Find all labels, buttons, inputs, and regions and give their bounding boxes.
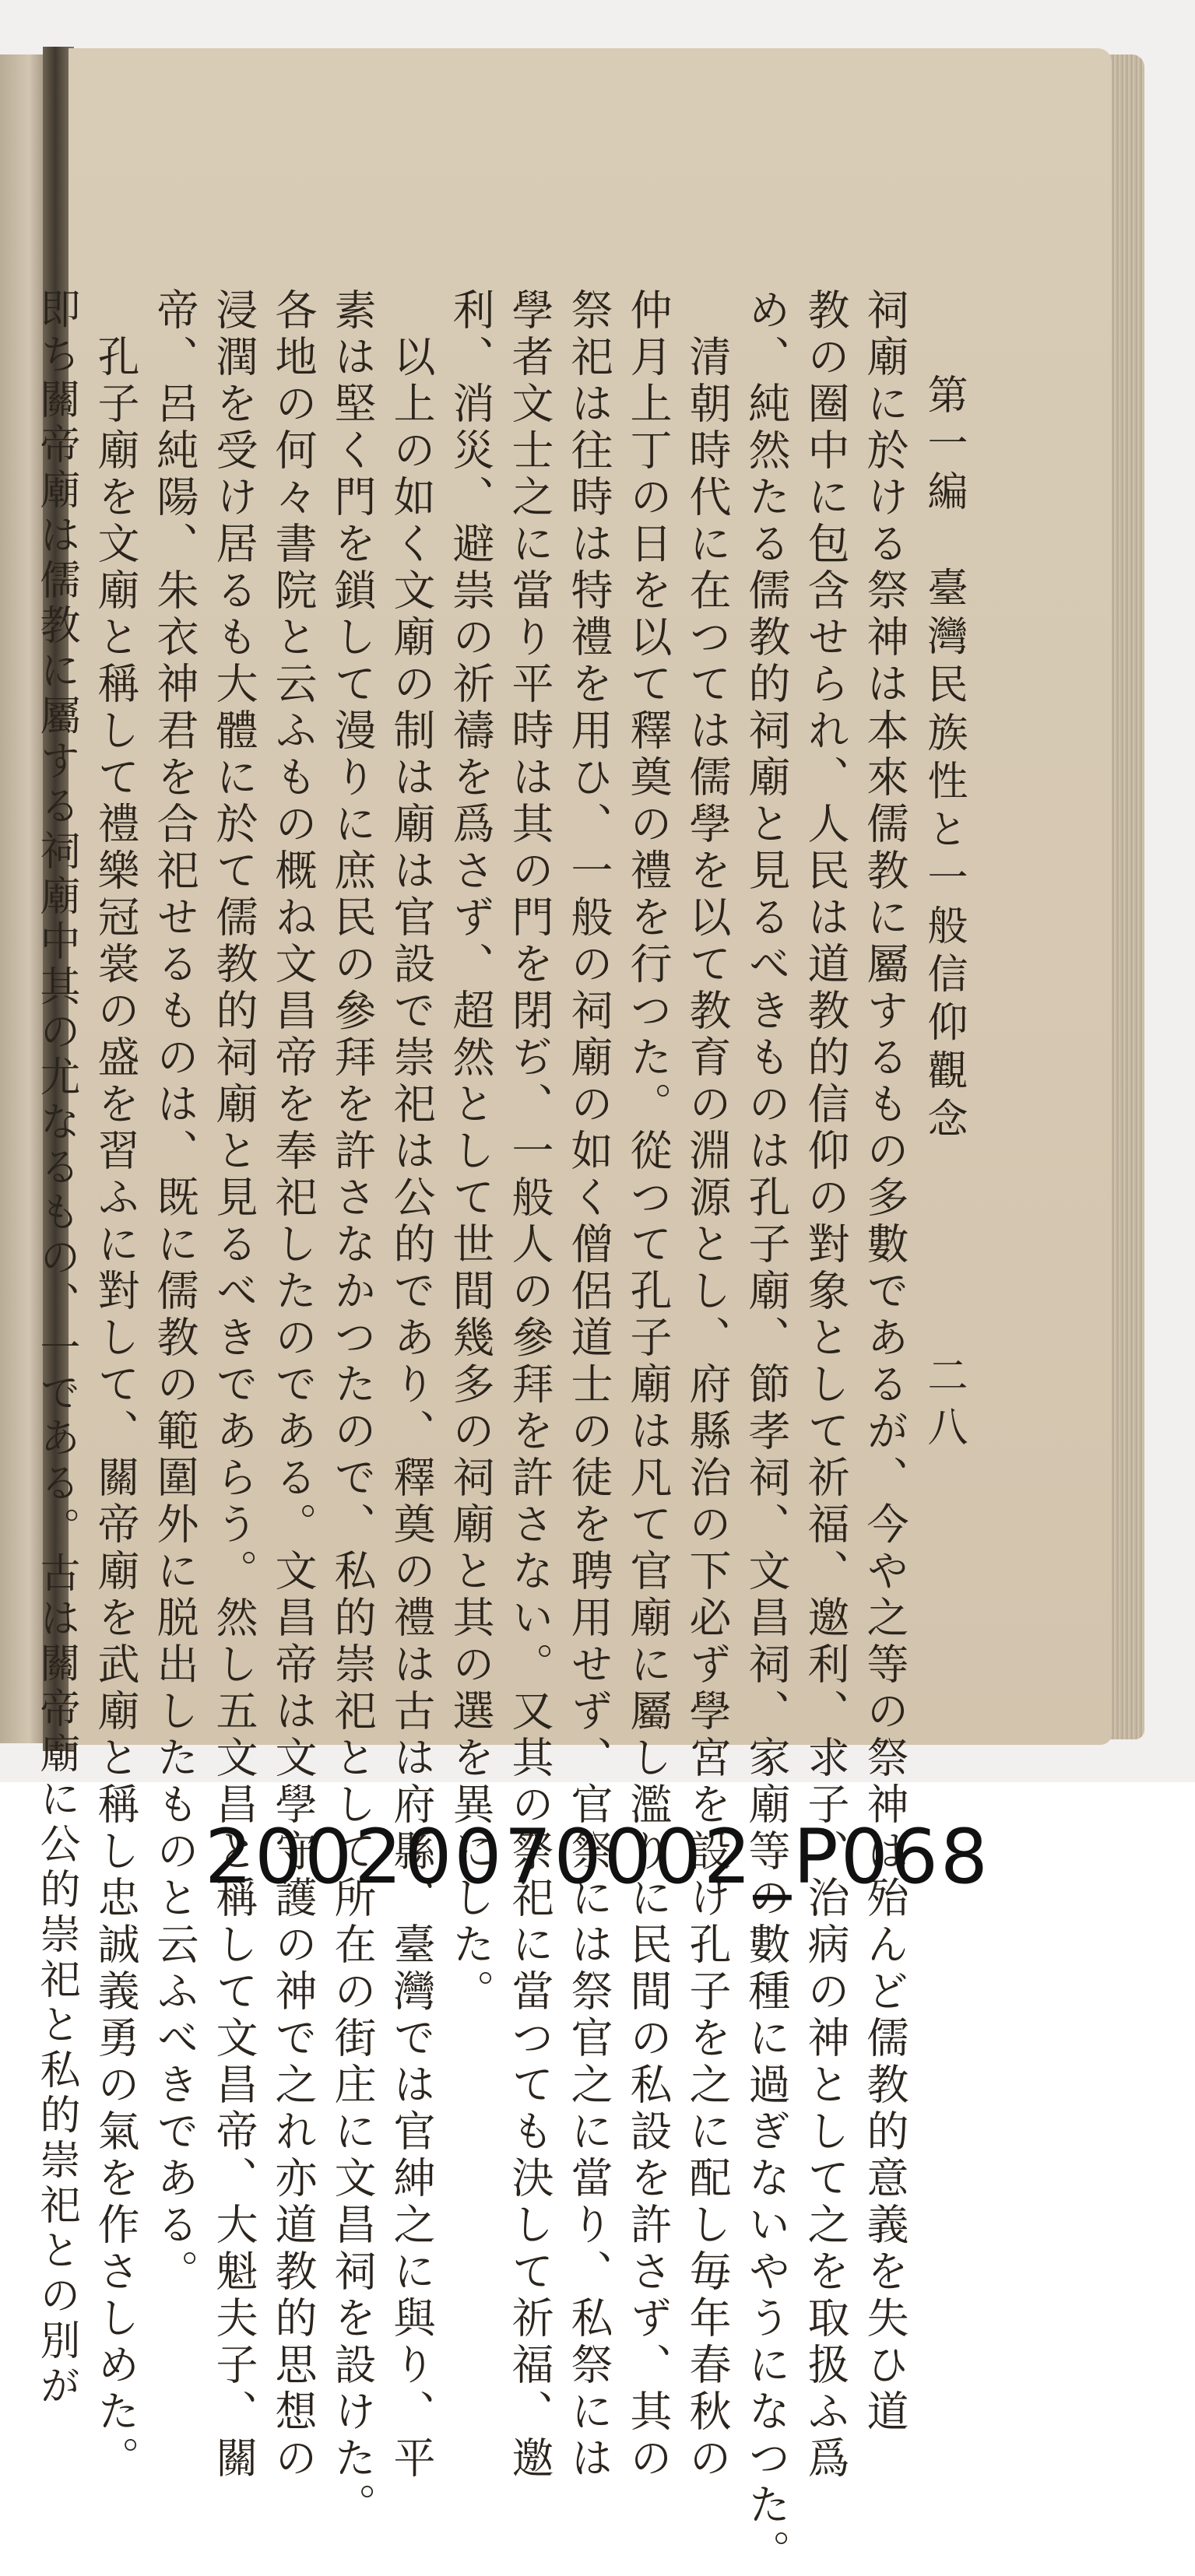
- text-line-15: 即ち關帝廟は儒教に屬する祠廟中其の尤なるもの、一である。古は關帝廟に公的崇祀と私的崇祀との別が: [33, 288, 79, 2409]
- text-line-13: 帝、呂純陽、朱衣神君を合祀せるものは、既に儒教の範圍外に脱出したものと云ふべきである。: [150, 288, 199, 2296]
- text-line-10: 素は堅く門を鎖して漫りに庶民の參拜を許さなかつたので、私的崇祀として所在の街庄に文昌祠を設けた。: [328, 288, 377, 2529]
- text-line-9: 以上の如く文廟の制は廟は官設で崇祀は公的であり、釋奠の禮は古は府縣、臺灣では官紳之に與り、平: [387, 335, 436, 2483]
- text-line-2: 教の圈中に包含せられ、人民は道教的信仰の對象として祈福、邀利、求子、治病の神として之を取扱ふ爲: [801, 288, 850, 2483]
- text-line-14: 孔子廟を文廟と稱して禮樂冠裳の盛を習ふに對して、關帝廟を武廟と稱し忠誠義勇の氣を作さしめた。: [91, 335, 140, 2483]
- running-header: 第一編 臺灣民族性と一般信仰觀念: [920, 374, 967, 1146]
- text-line-1: 祠廟に於ける祭神は本來儒教に屬するもの多數であるが、今や之等の祭神は殆んど儒教的意義を失ひ道: [860, 288, 909, 2436]
- text-line-6: 祭祀は往時は特禮を用ひ、一般の祠廟の如く僧侶道士の徒を聘用せず、官祭には祭官之に當り、私祭には: [564, 288, 613, 2483]
- archive-caption: 20020070002_P068: [205, 1813, 990, 1900]
- text-line-11: 各地の何々書院と云ふもの概ね文昌帝を奉祀したのである。文昌帝は文學守護の神で之れ亦道教的思想の: [269, 288, 318, 2483]
- text-line-3: め、純然たる儒教的祠廟と見るべきものは孔子廟、節孝祠、文昌祠、家廟等の數種に過ぎないやうになつた。: [742, 288, 791, 2576]
- text-line-5: 仲月上丁の日を以て釋奠の禮を行つた。從つて孔子廟は凡て官廟に屬し濫りに民間の私設を許さず、其の: [624, 288, 673, 2483]
- text-line-4: 清朝時代に在つては儒學を以て教育の淵源とし、府縣治の下必ず學宮を設け孔子を之に配し毎年春秋の: [683, 335, 732, 2483]
- text-line-12: 浸潤を受け居るも大體に於て儒教的祠廟と見るべきであらう。然し五文昌と稱して文昌帝、大魁夫子、關: [209, 288, 258, 2483]
- text-line-7: 學者文士之に當り平時は其の門を閉ぢ、一般人の參拜を許さない。又其の祭祀に當つても決して祈福、邀: [505, 288, 554, 2483]
- text-line-8: 利、消災、避祟の祈禱を爲さず、超然として世間幾多の祠廟と其の選を異にした。: [446, 288, 495, 2016]
- page-number: 二八: [920, 1354, 967, 1457]
